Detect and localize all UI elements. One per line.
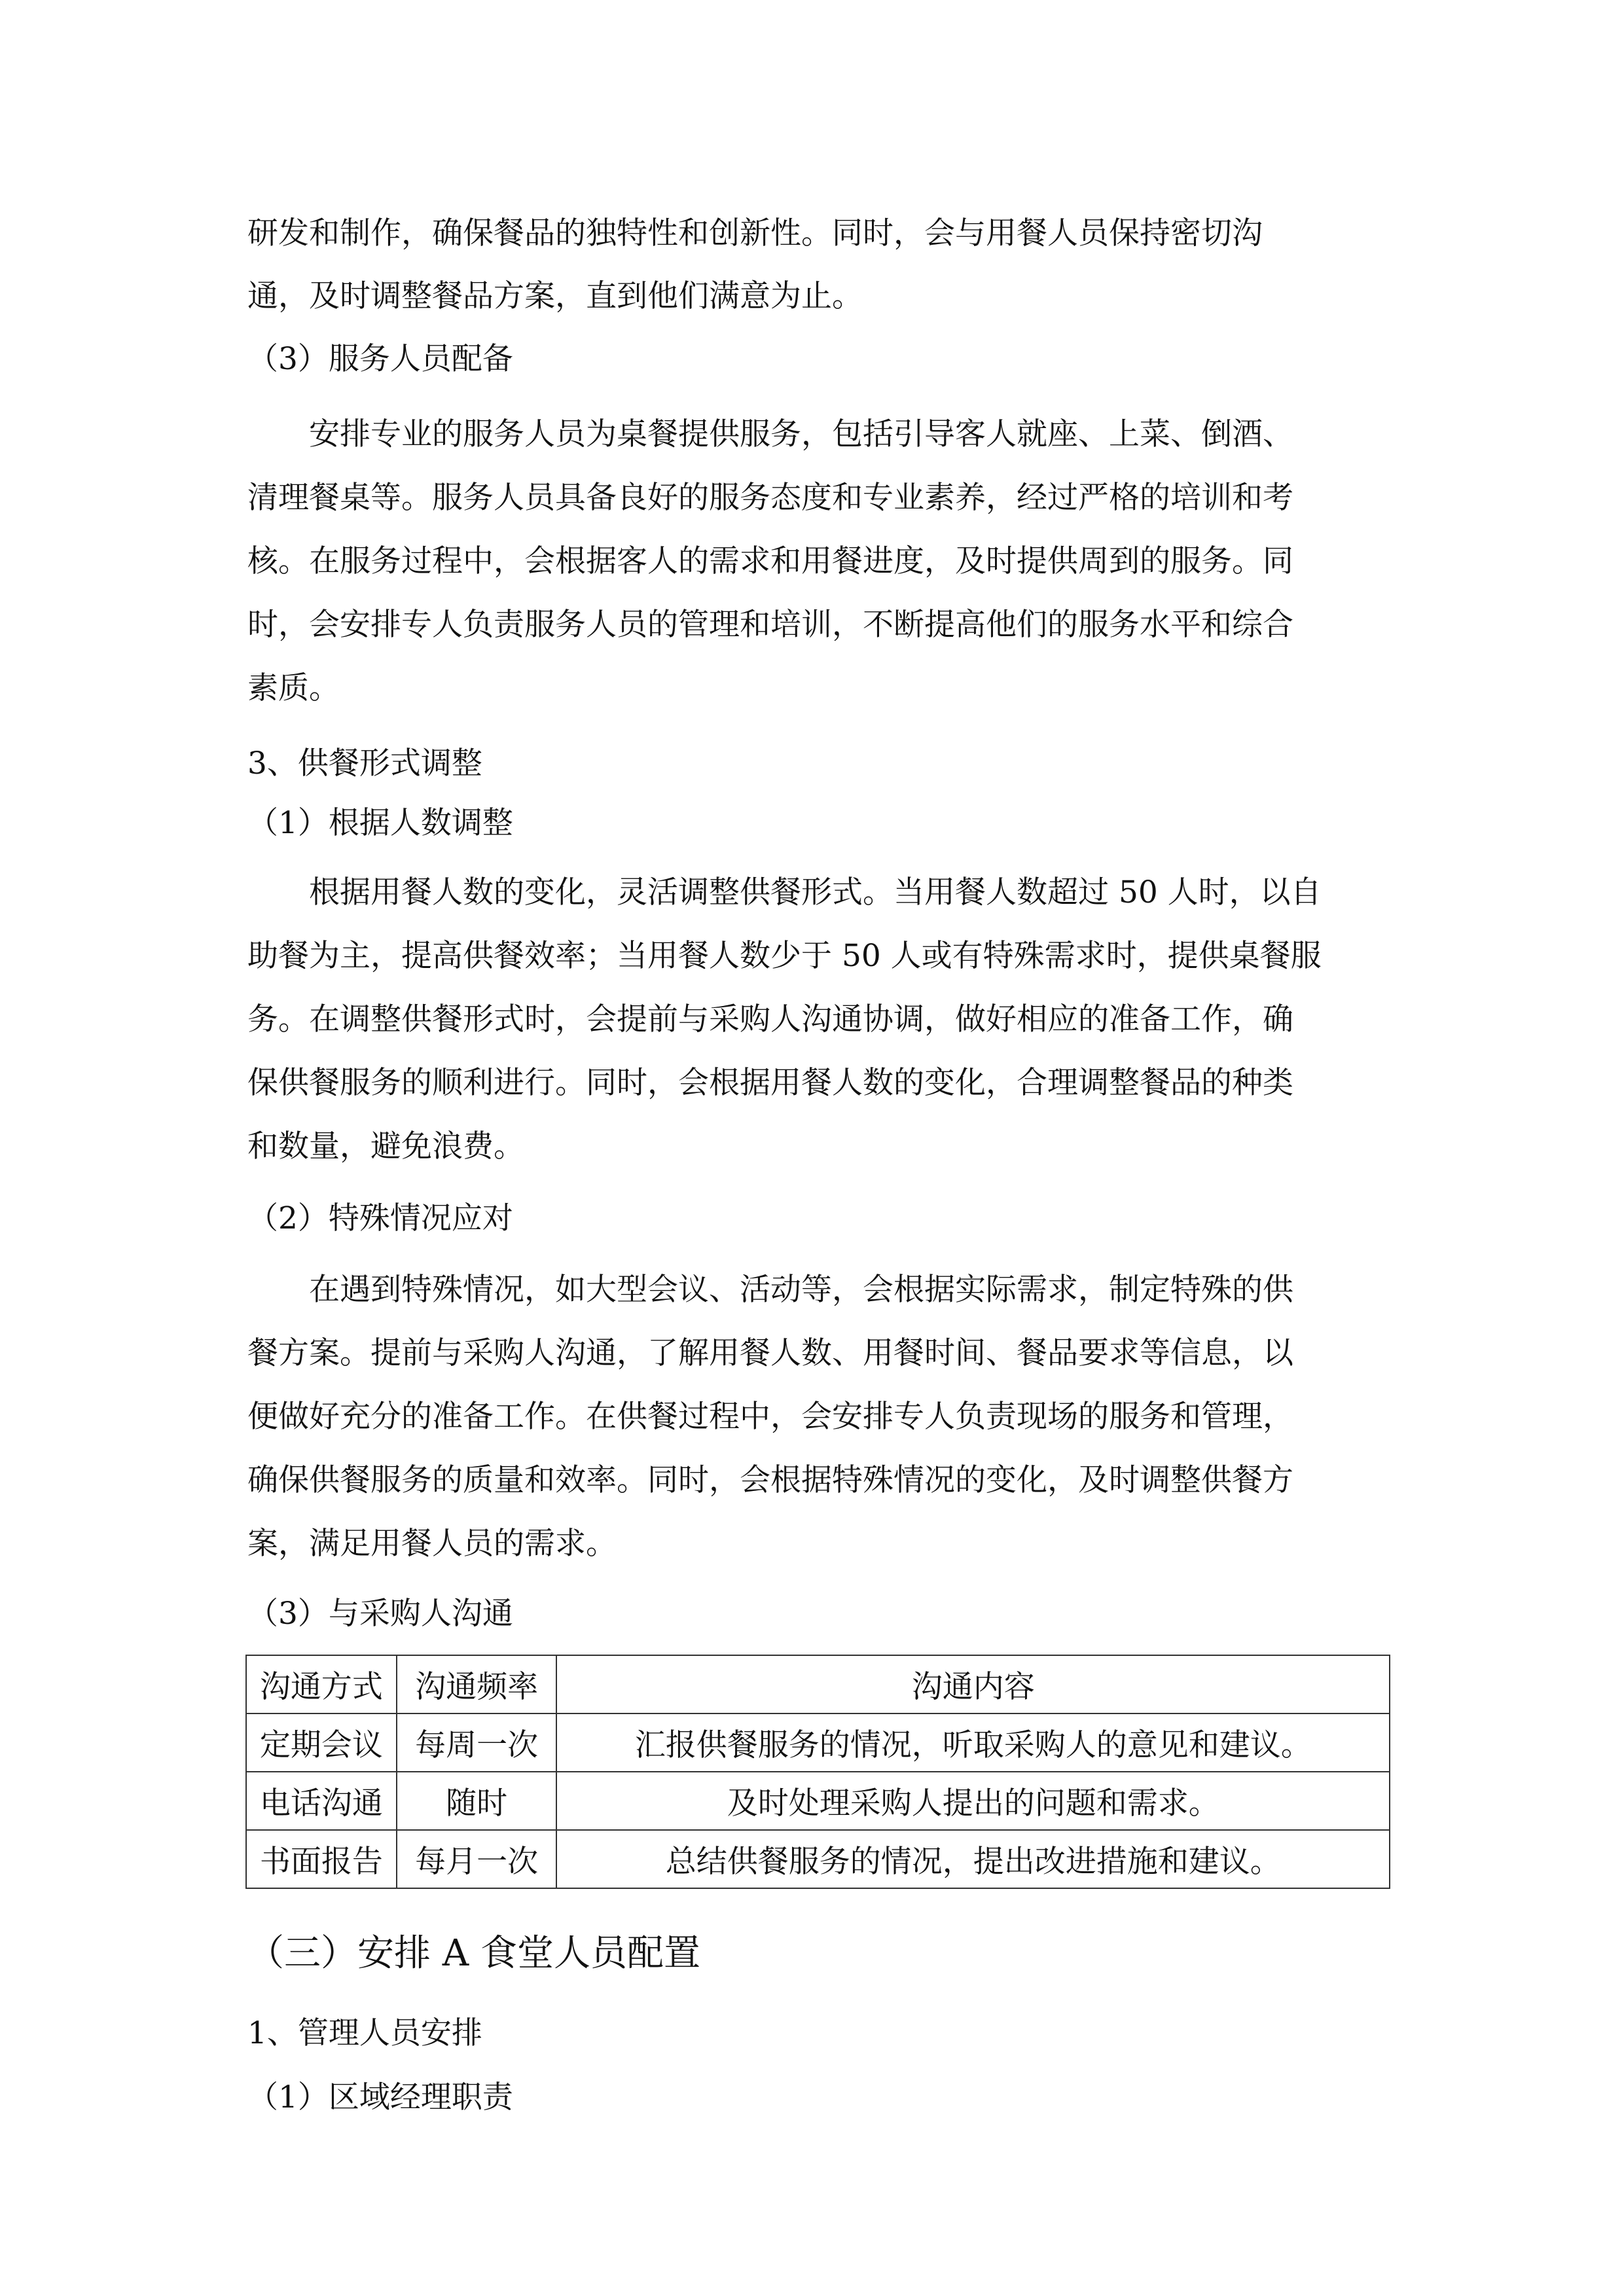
subsection-heading: （1）根据人数调整 [247, 805, 513, 841]
table-cell: 每周一次 [397, 1713, 557, 1772]
table-header-cell: 沟通内容 [556, 1655, 1390, 1713]
paragraph-line: 根据用餐人数的变化，灵活调整供餐形式。当用餐人数超过 50 人时，以自 [247, 874, 1322, 910]
paragraph-line: 在遇到特殊情况，如大型会议、活动等，会根据实际需求，制定特殊的供 [247, 1272, 1293, 1308]
subsection-heading: （2）特殊情况应对 [247, 1200, 513, 1236]
subsection-heading: （1）区域经理职责 [247, 2079, 513, 2115]
paragraph-line: 通，及时调整餐品方案，直到他们满意为止。 [247, 278, 863, 314]
major-section-heading: （三）安排 A 食堂人员配置 [247, 1932, 701, 1975]
table-header-cell: 沟通频率 [397, 1655, 557, 1713]
paragraph-line: 素质。 [247, 670, 340, 706]
paragraph-line: 确保供餐服务的质量和效率。同时，会根据特殊情况的变化，及时调整供餐方 [247, 1462, 1293, 1498]
section-heading: 3、供餐形式调整 [247, 745, 482, 781]
section-heading: 1、管理人员安排 [247, 2015, 482, 2051]
table-header-cell: 沟通方式 [246, 1655, 397, 1713]
table-row [246, 1713, 1390, 1772]
paragraph-line: 助餐为主，提高供餐效率；当用餐人数少于 50 人或有特殊需求时，提供桌餐服 [247, 938, 1322, 974]
table-cell: 每月一次 [397, 1830, 557, 1888]
table-cell: 书面报告 [246, 1830, 397, 1888]
table-cell: 随时 [397, 1772, 557, 1830]
paragraph-line: 安排专业的服务人员为桌餐提供服务，包括引导客人就座、上菜、倒酒、 [247, 416, 1293, 452]
paragraph-line: 清理餐桌等。服务人员具备良好的服务态度和专业素养，经过严格的培训和考 [247, 480, 1293, 516]
subsection-heading: （3）服务人员配备 [247, 341, 513, 377]
communication-table [245, 1655, 1390, 1889]
subsection-heading: （3）与采购人沟通 [247, 1596, 513, 1632]
paragraph-line: 务。在调整供餐形式时，会提前与采购人沟通协调，做好相应的准备工作，确 [247, 1001, 1293, 1037]
paragraph-line: 案，满足用餐人员的需求。 [247, 1526, 617, 1562]
paragraph-line: 便做好充分的准备工作。在供餐过程中，会安排专人负责现场的服务和管理， [247, 1399, 1293, 1435]
paragraph-line: 时，会安排专人负责服务人员的管理和培训，不断提高他们的服务水平和综合 [247, 607, 1293, 643]
table-header-row [246, 1655, 1390, 1713]
table-cell: 及时处理采购人提出的问题和需求。 [556, 1772, 1390, 1830]
paragraph-line: 餐方案。提前与采购人沟通，了解用餐人数、用餐时间、餐品要求等信息，以 [247, 1335, 1293, 1371]
paragraph-line: 和数量，避免浪费。 [247, 1128, 524, 1164]
table-cell: 电话沟通 [246, 1772, 397, 1830]
table-cell: 汇报供餐服务的情况，听取采购人的意见和建议。 [556, 1713, 1390, 1772]
table-cell: 总结供餐服务的情况，提出改进措施和建议。 [556, 1830, 1390, 1888]
paragraph-line: 保供餐服务的顺利进行。同时，会根据用餐人数的变化，合理调整餐品的种类 [247, 1065, 1293, 1101]
table-row [246, 1830, 1390, 1888]
paragraph-line: 研发和制作，确保餐品的独特性和创新性。同时，会与用餐人员保持密切沟 [247, 215, 1263, 251]
paragraph-line: 核。在服务过程中，会根据客人的需求和用餐进度，及时提供周到的服务。同 [247, 543, 1293, 579]
table-cell: 定期会议 [246, 1713, 397, 1772]
table-row [246, 1772, 1390, 1830]
